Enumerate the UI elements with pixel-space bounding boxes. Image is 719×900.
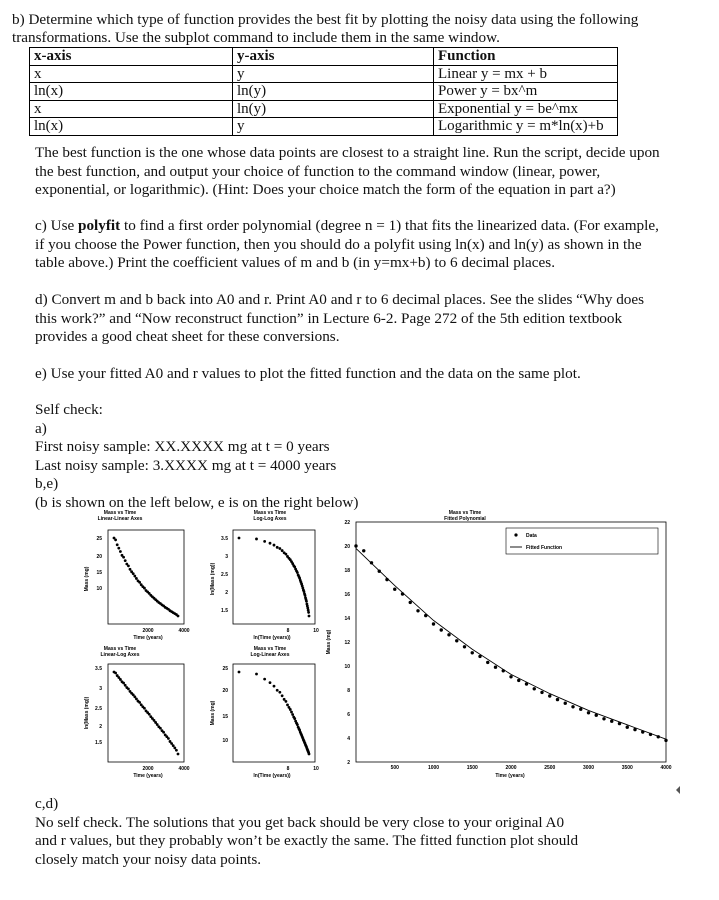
subplot-data-point (116, 543, 119, 546)
data-point (517, 679, 520, 682)
main-plot-title: Mass vs Time (448, 510, 482, 516)
subplot-data-point (293, 717, 296, 720)
data-point (432, 622, 435, 625)
tick-label: 4 (347, 736, 350, 742)
tick-label: 10 (96, 586, 102, 592)
subplot-data-point (138, 581, 141, 584)
text-line: provides a good cheat sheet for these conversions. (35, 328, 340, 346)
subplot-data-point (273, 544, 276, 547)
x-axis-label: ln(Time (years)) (253, 635, 291, 641)
data-point (401, 592, 404, 595)
data-point (579, 708, 582, 711)
data-point (471, 651, 474, 654)
legend-data-marker (514, 533, 517, 536)
tick-label: 2000 (142, 766, 154, 772)
tick-label: 14 (344, 616, 350, 622)
legend-entry-data: Data (526, 533, 537, 539)
y-axis-label: Mass (mg) (84, 566, 90, 592)
tick-label: 1.5 (221, 608, 228, 614)
subplot-data-point (238, 671, 241, 674)
x-axis-label: Time (years) (133, 773, 163, 779)
data-point (409, 601, 412, 604)
main-plot (326, 510, 680, 794)
tick-label: 4000 (660, 765, 672, 771)
subplot-data-point (276, 689, 279, 692)
data-point (548, 694, 551, 697)
tick-label: 4000 (178, 628, 190, 634)
subplot-data-point (175, 749, 178, 752)
tick-label: 2.5 (221, 572, 228, 578)
tick-label: 3 (225, 554, 228, 560)
data-point (587, 711, 590, 714)
part-cd-block (35, 795, 705, 869)
tick-label: 2 (225, 590, 228, 596)
subplot-data-point (276, 546, 279, 549)
tick-label: 2 (347, 760, 350, 766)
tick-label: 15 (222, 714, 228, 720)
part-c-prefix: c) Use (35, 217, 79, 234)
self-check-block (35, 401, 705, 513)
tick-label: 3.5 (221, 536, 228, 542)
subplot-data-point (133, 575, 136, 578)
matlab-figure (80, 508, 680, 798)
last-sample: Last noisy sample: 3.XXXX mg at t = 4000 years (35, 456, 337, 474)
data-point (393, 588, 396, 591)
tick-label: 4000 (178, 766, 190, 772)
subplot-data-point (122, 556, 125, 559)
subplot-title: Mass vs Time (253, 646, 287, 652)
subplot-subtitle: Linear-Log Axes (100, 652, 140, 658)
header-y-axis: y-axis (233, 48, 434, 66)
subplot-data-point (281, 694, 284, 697)
data-point (633, 728, 636, 731)
tick-label: 2.5 (95, 706, 102, 712)
tick-label: 8 (347, 688, 350, 694)
subplot-data-point (129, 568, 132, 571)
subplot-data-point (177, 753, 180, 756)
data-point (463, 645, 466, 648)
tick-label: 1.5 (95, 740, 102, 746)
text-line: d) Convert m and b back into A0 and r. Print A0 and r to 6 decimal places. See the slides “Why does (35, 291, 645, 308)
tick-label: 20 (222, 688, 228, 694)
y-axis-label: Mass (mg) (210, 700, 216, 726)
subplot-data-point (124, 559, 127, 562)
subplot-subtitle: Log-Linear Axes (250, 652, 290, 658)
subplot-data-point (308, 615, 311, 618)
text-line: this work?” and “Now reconstruct function” in Lecture 6-2. Page 272 of the 5th edition textbook (35, 309, 623, 327)
table-row (30, 65, 618, 83)
cell-x: ln(x) (30, 118, 233, 136)
subplot-data-point (177, 615, 180, 618)
subplot-data-point (296, 571, 299, 574)
subplot-data-point (159, 727, 162, 730)
subplot-data-point (263, 540, 266, 543)
subplot-data-point (162, 731, 165, 734)
tick-label: 10 (222, 738, 228, 744)
data-point (556, 698, 559, 701)
subplot-data-point (119, 550, 122, 553)
data-point (610, 720, 613, 723)
subplot-title: Mass vs Time (103, 510, 137, 516)
subplot-data-point (124, 684, 127, 687)
subplot-data-point (273, 685, 276, 688)
text-line: No self check. The solutions that you get back should be very close to your original A0 (35, 813, 565, 831)
polyfit-keyword: polyfit (78, 217, 121, 234)
subplot-data-point (173, 747, 176, 750)
tick-label: 20 (96, 554, 102, 560)
data-point (354, 544, 357, 547)
cell-function: Exponential y = be^mx (434, 100, 618, 118)
part-b-line1: b) Determine which type of function provides the best fit by plotting the noisy data using the following (12, 11, 639, 28)
table-row (30, 118, 618, 136)
cell-y: ln(y) (233, 83, 434, 101)
tick-label: 18 (344, 568, 350, 574)
tick-label: 1500 (466, 765, 478, 771)
subplot-data-point (135, 577, 138, 580)
tick-label: 25 (96, 536, 102, 542)
part-d-paragraph (35, 291, 705, 347)
subplot-data-point (238, 537, 241, 540)
subplot-data-point (167, 737, 170, 740)
subplot-data-point (138, 701, 141, 704)
data-point (595, 714, 598, 717)
text-line: if you choose the Power function, then you should do a polyfit using ln(x) and ln(y) as shown in the (35, 235, 642, 253)
y-axis-label: ln(Mass (mg)) (210, 562, 216, 596)
legend-entry-fitted: Fitted Function (526, 545, 563, 551)
part-e-paragraph: e) Use your fitted A0 and r values to plot the fitted function and the data on the same plot. (35, 365, 581, 382)
header-function: Function (434, 48, 618, 66)
subplot-data-point (148, 713, 151, 716)
subplot-data-point (308, 753, 311, 756)
tick-label: 10 (344, 664, 350, 670)
cell-function: Linear y = mx + b (434, 65, 618, 83)
tick-label: 10 (313, 766, 319, 772)
data-point (626, 726, 629, 729)
tick-label: 2000 (505, 765, 517, 771)
data-point (378, 570, 381, 573)
data-point (486, 661, 489, 664)
tick-label: 2500 (544, 765, 556, 771)
resize-grip-icon (676, 786, 680, 794)
subplot-data-point (285, 700, 288, 703)
subplot-data-point (127, 688, 130, 691)
first-sample: First noisy sample: XX.XXXX mg at t = 0 years (35, 438, 330, 456)
tick-label: 10 (313, 628, 319, 634)
subplot-data-point (117, 547, 120, 550)
subplot-data-point (132, 572, 135, 575)
transformation-table (29, 47, 618, 136)
subplot-title: Mass vs Time (253, 510, 287, 516)
tick-label: 20 (344, 544, 350, 550)
x-axis-label: Time (years) (495, 773, 525, 779)
subplot-data-point (255, 673, 258, 676)
data-point (564, 702, 567, 705)
data-point (502, 669, 505, 672)
subplot-subtitle: Linear-Linear Axes (97, 516, 143, 522)
part-b-line2: transformations. Use the subplot command to include them in the same window. (12, 29, 500, 46)
data-point (618, 722, 621, 725)
table-row (30, 100, 618, 118)
subplot-data-point (114, 539, 117, 542)
text-line: closely match your noisy data points. (35, 850, 262, 868)
tick-label: 25 (222, 666, 228, 672)
subplot-data-point (269, 681, 272, 684)
cell-x: ln(x) (30, 83, 233, 101)
data-point (509, 675, 512, 678)
text-line: and r values, but they probably won’t be exactly the same. The fitted function plot should (35, 832, 579, 850)
y-axis-label: Mass (mg) (326, 629, 332, 655)
main-plot-subtitle: Fitted Polynomial (444, 516, 486, 522)
data-point (664, 739, 667, 742)
tick-label: 3.5 (95, 666, 102, 672)
main-plot-axes (356, 522, 666, 762)
subplot-data-point (143, 587, 146, 590)
tick-label: 2000 (142, 628, 154, 634)
data-point (478, 655, 481, 658)
subplot-data-point (296, 723, 299, 726)
subplot-data-point (285, 553, 288, 556)
tick-label: 3000 (582, 765, 595, 771)
subplot-data-point (286, 704, 289, 707)
cell-function: Power y = bx^m (434, 83, 618, 101)
data-point (533, 687, 536, 690)
tick-label: 16 (344, 592, 350, 598)
data-point (494, 666, 497, 669)
tick-label: 12 (344, 640, 350, 646)
subplot-data-point (278, 691, 281, 694)
subplot-log-log (210, 510, 319, 641)
subplot-data-point (114, 672, 117, 675)
data-point (385, 578, 388, 581)
tick-label: 15 (96, 570, 102, 576)
data-point (649, 733, 652, 736)
cell-y: y (233, 118, 434, 136)
subplot-data-point (291, 713, 294, 716)
cell-y: y (233, 65, 434, 83)
x-axis-label: ln(Time (years)) (253, 773, 291, 779)
data-point (602, 717, 605, 720)
part-cd-label: c,d) (35, 795, 59, 812)
part-c-rest: to find a first order polynomial (degree n = 1) that fits the linearized data. (For example, (120, 217, 659, 234)
table-header-row (30, 48, 618, 66)
data-point (525, 682, 528, 685)
tick-label: 8 (286, 628, 290, 634)
data-point (370, 561, 373, 564)
data-point (362, 549, 365, 552)
data-point (571, 705, 574, 708)
subplot-axes (108, 530, 184, 624)
subplot-axes (233, 664, 315, 762)
subplot-linear-log (84, 646, 190, 779)
data-point (416, 609, 419, 612)
text-line: The best function is the one whose data points are closest to a straight line. Run the script, decide upon (35, 144, 660, 161)
tick-label: 6 (347, 712, 350, 718)
data-point (540, 691, 543, 694)
text-line (35, 217, 705, 236)
x-axis-label: Time (years) (133, 635, 163, 641)
subplot-data-point (307, 611, 310, 614)
tick-label: 1000 (427, 765, 440, 771)
subplot-data-point (119, 678, 122, 681)
best-function-paragraph (35, 144, 705, 200)
subplot-subtitle: Log-Log Axes (253, 516, 287, 522)
subplot-data-point (278, 547, 281, 550)
data-point (447, 633, 450, 636)
subplot-data-point (304, 594, 307, 597)
tick-label: 500 (390, 765, 399, 771)
text-line: table above.) Print the coefficient values of m and b (in y=mx+b) to 6 decimal places. (35, 254, 555, 272)
self-check-be: b,e) (35, 475, 59, 493)
tick-label: 3 (99, 686, 102, 692)
text-line: exponential, or logarithmic). (Hint: Does your choice match the form of the equation in part a?) (35, 181, 616, 199)
cell-x: x (30, 65, 233, 83)
subplot-linear-linear (84, 510, 190, 641)
self-check-heading: Self check: (35, 401, 103, 418)
y-axis-label: ln(Mass (mg)) (84, 696, 90, 730)
text-line: the best function, and output your choice of function to the command window (linear, power, (35, 162, 601, 180)
legend (506, 528, 658, 554)
tick-label: 2 (99, 724, 102, 730)
subplot-data-point (255, 538, 258, 541)
data-point (641, 730, 644, 733)
subplot-data-point (143, 707, 146, 710)
cell-x: x (30, 100, 233, 118)
subplot-data-point (269, 542, 272, 545)
data-point (440, 628, 443, 631)
subplot-log-linear (210, 646, 319, 779)
header-x-axis: x-axis (30, 48, 233, 66)
subplot-data-point (290, 711, 293, 714)
subplot-data-point (263, 678, 266, 681)
tick-label: 8 (286, 766, 290, 772)
subplot-data-point (289, 708, 292, 711)
cell-y: ln(y) (233, 100, 434, 118)
self-check-a: a) (35, 419, 47, 437)
part-c-paragraph (35, 217, 705, 273)
data-point (455, 639, 458, 642)
table-row (30, 83, 618, 101)
be-note: (b is shown on the left below, e is on the right below) (35, 493, 359, 511)
data-point (424, 614, 427, 617)
cell-function: Logarithmic y = m*ln(x)+b (434, 118, 618, 136)
tick-label: 22 (344, 520, 350, 526)
tick-label: 3500 (621, 765, 633, 771)
subplot-title: Mass vs Time (103, 646, 137, 652)
subplot-data-point (305, 600, 308, 603)
subplot-data-point (172, 744, 175, 747)
subplot-data-point (127, 565, 130, 568)
subplot-data-point (281, 549, 284, 552)
data-point (657, 735, 660, 738)
